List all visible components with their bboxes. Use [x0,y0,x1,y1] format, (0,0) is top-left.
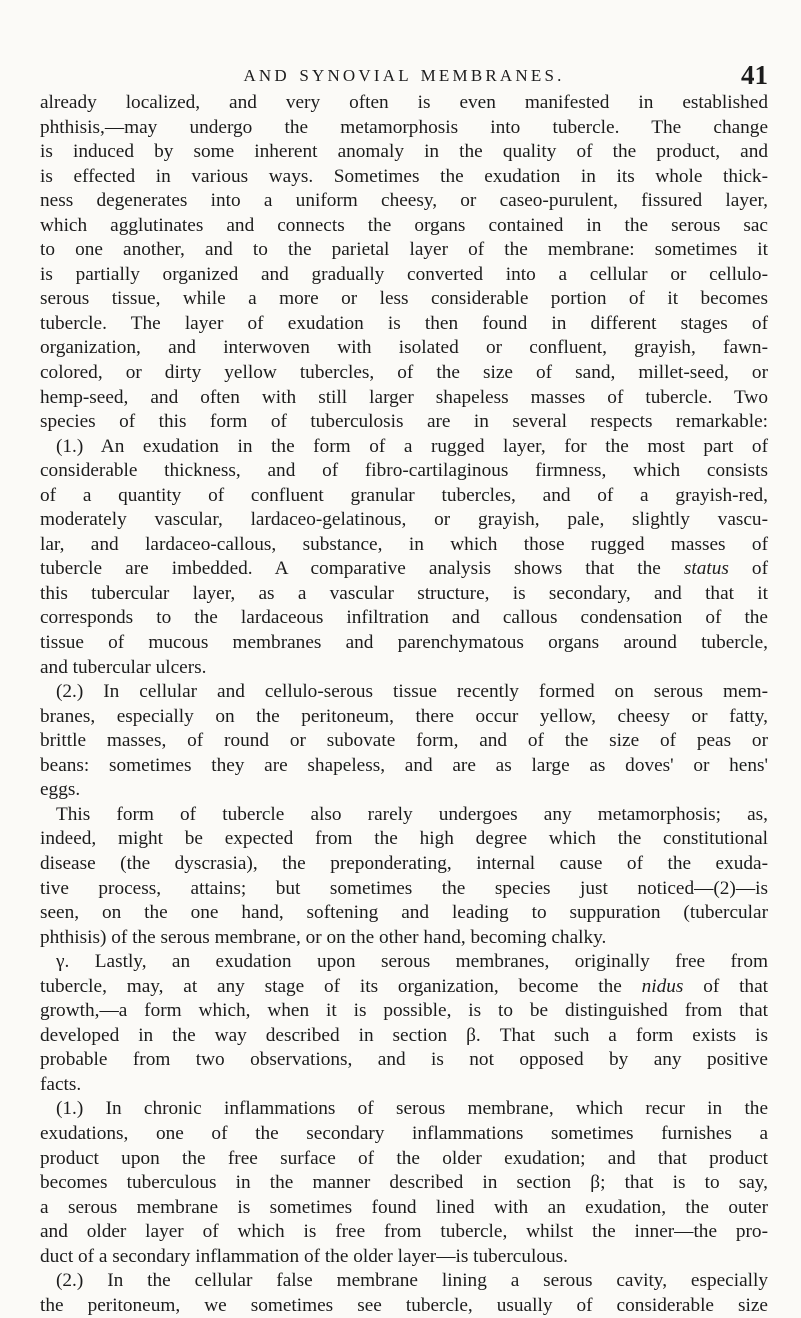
text-line: and older layer of which is free from tubercle, whilst the inner—the pro- [40,1221,768,1243]
text-line: and tubercular ulcers. [40,656,207,678]
text-line: this tubercular layer, as a vascular structure, is secondary, and that it [40,582,768,604]
text-line: tive process, attains; but sometimes the species just noticed—(2)—is [40,877,768,899]
text-line: serous tissue, while a more or less considerable portion of it becomes [40,288,768,310]
text-line: (1.) An exudation in the form of a rugged layer, for the most part of [56,435,768,457]
text-line: product upon the free surface of the older exudation; and that product [40,1147,768,1169]
page-number: 41 [741,60,768,90]
text-line: growth,—a form which, when it is possible, is to be distinguished from that [40,1000,768,1022]
text-line: probable from two observations, and is not opposed by any positive [40,1049,768,1071]
text-line: tissue of mucous membranes and parenchymatous organs around tubercle, [40,632,768,654]
text-line: brittle masses, of round or subovate form, and of the size of peas or [40,730,768,752]
text-line: beans: sometimes they are shapeless, and are as large as doves' or hens' [40,754,768,776]
text-line: moderately vascular, lardaceo-gelatinous, or grayish, pale, slightly vascu- [40,509,768,531]
text-line: which agglutinates and connects the organs contained in the serous sac [40,214,768,236]
text-line: seen, on the one hand, softening and leading to suppuration (tubercular [40,902,768,924]
text-line: (2.) In cellular and cellulo-serous tissue recently formed on serous mem- [56,681,768,703]
text-line: eggs. [40,779,81,801]
text-line: corresponds to the lardaceous infiltration and callous condensation of the [40,607,768,629]
text-line: indeed, might be expected from the high degree which the constitutional [40,828,768,850]
text-line: is effected in various ways. Sometimes the exudation in its whole thick- [40,165,768,187]
text-line: tubercle, may, at any stage of its organization, become the nidus of that [40,975,768,997]
text-line: facts. [40,1073,82,1095]
text-line: γ. Lastly, an exudation upon serous membranes, originally free from [56,951,768,973]
text-line: lar, and lardaceo-callous, substance, in which those rugged masses of [40,533,768,555]
text-line: already localized, and very often is even manifested in established [40,92,768,113]
text-line: considerable thickness, and of fibro-cartilaginous firmness, which consists [40,460,768,482]
text-line: of a quantity of confluent granular tubercles, and of a grayish-red, [40,484,768,506]
text-line: hemp-seed, and often with still larger shapeless masses of tubercle. Two [40,386,768,408]
text-line: This form of tubercle also rarely undergoes any metamorphosis; as, [56,803,768,825]
text-line: becomes tuberculous in the manner described in section β; that is to say, [40,1172,768,1194]
text-line: is partially organized and gradually converted into a cellular or cellulo- [40,263,768,285]
text-line: developed in the way described in section β. That such a form exists is [40,1024,768,1046]
text-line: (2.) In the cellular false membrane lining a serous cavity, especially [56,1270,768,1292]
text-line: exudations, one of the secondary inflammations sometimes furnishes a [40,1122,768,1144]
text-line: is induced by some inherent anomaly in the quality of the product, and [40,141,768,163]
text-line: duct of a secondary inflammation of the older layer—is tuberculous. [40,1245,568,1267]
text-line: the peritoneum, we sometimes see tubercle, usually of considerable size [40,1294,768,1316]
text-line: branes, especially on the peritoneum, there occur yellow, cheesy or fatty, [40,705,768,727]
text-line: ness degenerates into a uniform cheesy, or caseo-purulent, fissured layer, [40,190,768,212]
text-line: phthisis,—may undergo the metamorphosis into tubercle. The change [40,116,768,138]
text-line: (1.) In chronic inflammations of serous membrane, which recur in the [56,1098,768,1120]
text-line: phthisis) of the serous membrane, or on the other hand, becoming chalky. [40,926,607,948]
running-title: AND SYNOVIAL MEMBRANES. [243,66,565,85]
text-line: tubercle. The layer of exudation is then found in different stages of [40,312,768,334]
text-line: a serous membrane is sometimes found lined with an exudation, the outer [40,1196,768,1218]
text-line: colored, or dirty yellow tubercles, of the size of sand, millet-seed, or [40,362,768,384]
text-line: species of this form of tuberculosis are in several respects remarkable: [40,411,768,433]
text-line: organization, and interwoven with isolated or confluent, grayish, fawn- [40,337,768,359]
body-text [40,91,768,1318]
text-line: tubercle are imbedded. A comparative analysis shows that the status of [40,558,768,580]
page-header [40,60,768,90]
text-line: disease (the dyscrasia), the preponderating, internal cause of the exuda- [40,852,768,874]
text-line: to one another, and to the parietal layer of the membrane: sometimes it [40,239,768,261]
